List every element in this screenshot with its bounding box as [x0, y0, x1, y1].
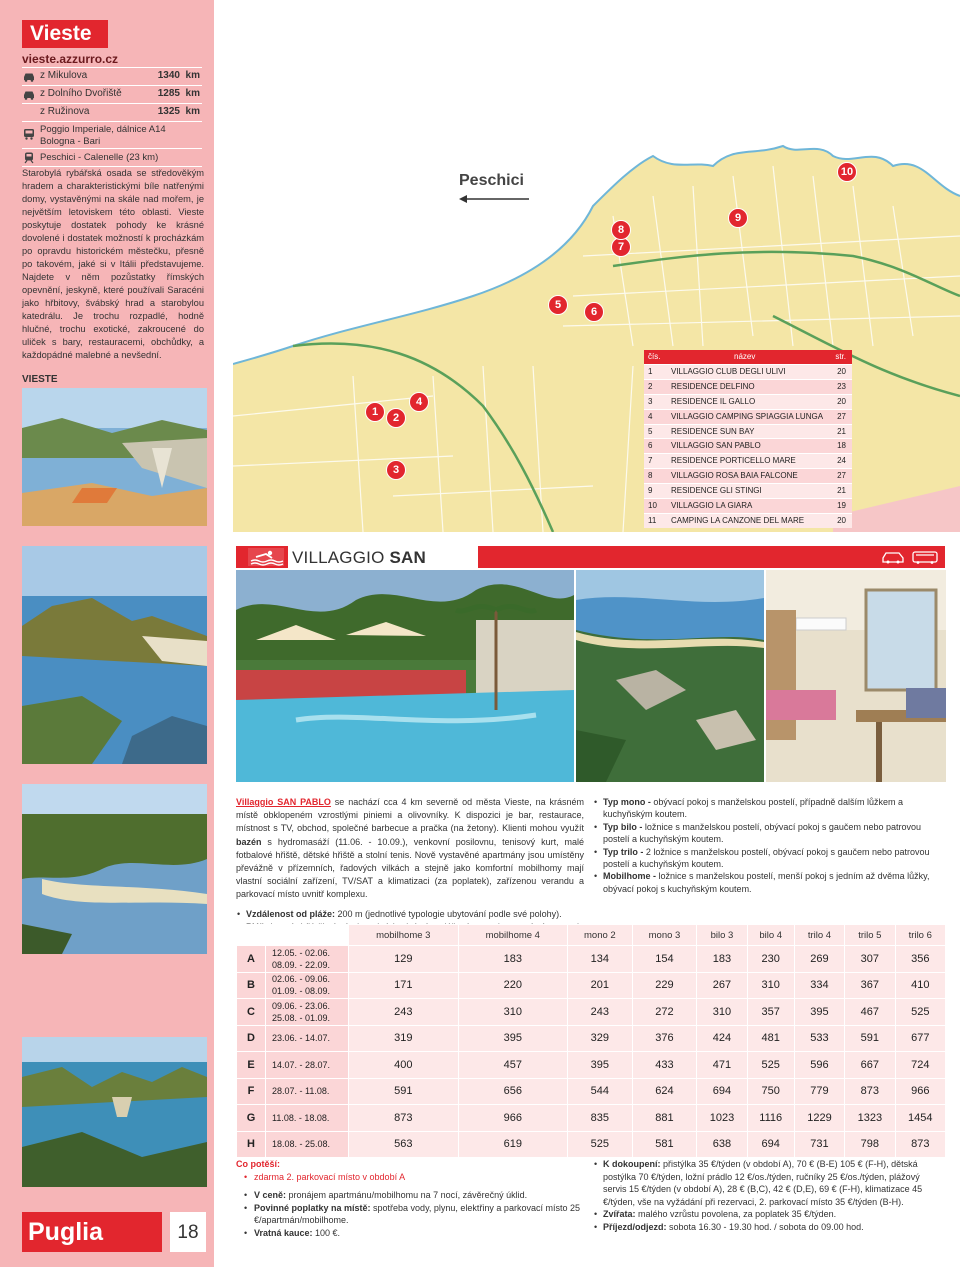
legend-col-num: čís. — [648, 352, 661, 361]
price-cell: 376 — [632, 1025, 697, 1052]
price-cell: 1323 — [845, 1105, 895, 1132]
type-text: 2 ložnice s manželskou postelí, obývací pokoj s gaučem nebo patrovou postelí a kuchyňským koutem. — [603, 846, 930, 870]
legend-name: RESIDENCE DELFINO — [671, 381, 755, 391]
price-cell: 329 — [568, 1025, 633, 1052]
pool-photo — [236, 570, 574, 782]
price-cell: 229 — [632, 972, 697, 999]
price-cell: 171 — [349, 972, 459, 999]
price-includes — [254, 1189, 586, 1202]
aerial-beach-photo — [576, 570, 764, 782]
map-marker-7[interactable]: 7 — [611, 237, 631, 257]
season-label: C — [237, 999, 266, 1026]
price-cell: 310 — [697, 999, 747, 1026]
legend-row — [644, 453, 852, 468]
footer-left — [236, 1158, 586, 1239]
price-cell: 638 — [697, 1131, 747, 1158]
route-distance: 1340 — [157, 70, 180, 81]
season-label: F — [237, 1078, 266, 1105]
route-unit: km — [185, 70, 200, 81]
bonus-title: Co potěší: — [236, 1159, 280, 1169]
price-cell: 525 — [895, 999, 945, 1026]
price-cell: 220 — [458, 972, 568, 999]
map-legend-table — [644, 350, 852, 528]
deposit-text: 100 €. — [312, 1227, 341, 1238]
legend-page: 18 — [837, 441, 846, 451]
legend-num: 8 — [648, 471, 653, 481]
swimming-pool-icon — [248, 548, 284, 566]
region-name: Puglia — [28, 1218, 104, 1246]
map-marker-10[interactable]: 10 — [837, 162, 857, 182]
map-marker-5[interactable]: 5 — [548, 295, 568, 315]
price-cell: 356 — [895, 946, 945, 973]
price-cell: 533 — [794, 1025, 844, 1052]
price-cell: 481 — [747, 1025, 794, 1052]
peninsula-photo — [22, 546, 207, 764]
season-dates — [266, 972, 349, 999]
season-dates — [266, 1105, 349, 1132]
column-header: trilo 4 — [794, 925, 844, 946]
price-includes-text: pronájem apartmánu/mobilhomu na 7 nocí, závěrečný úklid. — [286, 1190, 528, 1200]
route-list — [22, 67, 202, 167]
checkin-label: Příjezd/odjezd: — [603, 1221, 667, 1232]
price-includes-label: V ceně: — [254, 1190, 287, 1200]
legend-row — [644, 468, 852, 483]
season-dates — [266, 1025, 349, 1052]
season-dates — [266, 1078, 349, 1105]
legend-num: 5 — [648, 426, 653, 436]
type-label: Typ mono - — [603, 797, 651, 807]
bay-photo — [22, 784, 207, 954]
legend-page: 20 — [837, 396, 846, 406]
map-marker-8[interactable]: 8 — [611, 220, 631, 240]
price-cell: 433 — [632, 1052, 697, 1079]
legend-row — [644, 394, 852, 409]
legend-name: RESIDENCE GLI STINGI — [671, 486, 762, 496]
price-cell: 1229 — [794, 1105, 844, 1132]
route-row-bus — [22, 121, 202, 148]
legend-page: 27 — [837, 471, 846, 481]
price-cell: 881 — [632, 1105, 697, 1132]
beach-distance-item — [246, 908, 584, 921]
destination-description: Starobylá rybářská osada se středověkým hradem a charakteristickými bíle natřenými domy, vystavěnými na skále nad mořem, je největším letoviskem této oblasti. Vieste poskytuje dostatek pohody ke krásné dovolené i dostatek možností k procházkám po opravdu historickém městečku, přesně po takovém, jaké si v Itálii představujeme. Najdete v něm pozůstatky římských opevnění, jeskyně, které používali Saracéni jako hřbitovy, švábský hrad a starobylou katedrálu. Je trochu rozpadlé, hodně hlučné, trochu exotické, zakroucené do uliček s bary, restauracemi, obchůdky, a každopádné malebné a nevšední. — [22, 168, 204, 360]
region-box — [22, 1212, 162, 1252]
deposit-label: Vratná kauce: — [254, 1227, 313, 1238]
legend-row — [644, 409, 852, 424]
price-cell: 457 — [458, 1052, 568, 1079]
price-row-H — [237, 1131, 946, 1158]
price-cell: 471 — [697, 1052, 747, 1079]
legend-name: VILLAGGIO SAN PABLO — [671, 441, 761, 451]
legend-page: 19 — [837, 501, 846, 511]
legend-num: 3 — [648, 396, 653, 406]
price-row-E — [237, 1052, 946, 1079]
property-name-box — [288, 546, 478, 568]
price-cell: 424 — [697, 1025, 747, 1052]
legend-row — [644, 483, 852, 498]
price-cell: 1116 — [747, 1105, 794, 1132]
deposit — [254, 1227, 586, 1240]
price-cell: 966 — [458, 1105, 568, 1132]
legend-page: 20 — [837, 515, 846, 525]
column-header: mobilhome 3 — [349, 925, 459, 946]
description-part1: se nachází cca 4 km severně od města Vieste, na krásném místě obklopeném vzrostlými piniemi a olivovníky. K dispozici je bar, restaurace, místnost s TV, obchod, společné barbecue a pračka (na žetony). Klienti mohou využít — [236, 797, 584, 834]
type-label: Typ trilo - — [603, 846, 644, 857]
map-marker-2[interactable]: 2 — [386, 408, 406, 428]
type-mobilhome — [603, 870, 943, 895]
price-cell: 694 — [747, 1131, 794, 1158]
season-dates — [266, 1131, 349, 1158]
extras-text: přistýlka 35 €/týden (v období A), 70 € (B-E) 105 € (F-H), dětská postýlka 70 €/týden, ložní prádlo 12 €/os./týden, ručníky 25 €/os./týden, plážový servis 15 €/týden (v období A), 28 € (B,C), 42 € (D,E), 69 € (F-H), klimatizace 45 €/týden, vše na vyžádání při rezervaci, 2. parkovací místo 35 €/týden (B-H). — [603, 1159, 923, 1207]
property-link[interactable]: Villaggio SAN PABLO — [236, 797, 331, 807]
type-bilo — [603, 821, 943, 846]
legend-col-name: název — [734, 352, 756, 361]
legend-num: 6 — [648, 441, 653, 451]
mobilhome-interior-photo — [766, 570, 946, 782]
price-cell: 395 — [794, 999, 844, 1026]
extras-label: K dokoupení: — [603, 1159, 661, 1169]
price-cell: 563 — [349, 1131, 459, 1158]
train-route-text: Peschici - Calenelle (23 km) — [40, 152, 159, 163]
price-cell: 230 — [747, 946, 794, 973]
season-dates — [266, 946, 349, 973]
price-table-header — [237, 925, 946, 946]
price-cell: 201 — [568, 972, 633, 999]
legend-name: VILLAGGIO LA GIARA — [671, 501, 753, 511]
season-label: A — [237, 946, 266, 973]
type-label: Typ bilo - — [603, 821, 643, 832]
price-cell: 319 — [349, 1025, 459, 1052]
map-marker-1[interactable]: 1 — [365, 402, 385, 422]
price-cell: 307 — [845, 946, 895, 973]
property-name-prefix: VILLAGGIO — [292, 548, 385, 567]
season-date-range: 28.07. - 11.08. — [272, 1086, 330, 1097]
page-number: 18 — [177, 1222, 199, 1243]
price-cell: 129 — [349, 946, 459, 973]
legend-row — [644, 513, 852, 528]
price-cell: 798 — [845, 1131, 895, 1158]
pets-label: Zvířata: — [603, 1209, 636, 1219]
price-cell: 154 — [632, 946, 697, 973]
season-date-range: 02.06. - 09.06. — [272, 974, 331, 985]
legend-name: VILLAGGIO ROSA BAIA FALCONE — [671, 471, 798, 481]
property-name-bold: SAN — [389, 548, 426, 567]
price-cell: 779 — [794, 1078, 844, 1105]
price-row-A — [237, 946, 946, 973]
legend-page: 27 — [837, 411, 846, 421]
legend-name: RESIDENCE IL GALLO — [671, 396, 756, 406]
price-cell: 1023 — [697, 1105, 747, 1132]
bus-icon — [22, 128, 36, 140]
pets-text: malého vzrůstu povolena, za poplatek 35 €/týden. — [635, 1209, 837, 1219]
legend-header — [644, 350, 852, 364]
type-mono — [603, 796, 943, 821]
legend-row — [644, 498, 852, 513]
legend-num: 4 — [648, 411, 653, 421]
price-cell: 334 — [794, 972, 844, 999]
vieste-coast-photo — [22, 388, 207, 526]
legend-col-page: str. — [835, 352, 846, 361]
price-row-G — [237, 1105, 946, 1132]
route-row-train — [22, 148, 202, 167]
season-date-range: 23.06. - 14.07. — [272, 1033, 331, 1044]
destination-title: Vieste — [30, 22, 92, 45]
photos-label: VIESTE — [22, 374, 58, 385]
price-cell: 267 — [697, 972, 747, 999]
car-bus-icons — [881, 550, 939, 564]
price-cell: 873 — [845, 1078, 895, 1105]
type-trilo — [603, 846, 943, 871]
route-distance: 1325 — [157, 106, 180, 117]
season-date-range: 18.08. - 25.08. — [272, 1139, 331, 1150]
price-cell: 272 — [632, 999, 697, 1026]
legend-num: 7 — [648, 456, 653, 466]
season-date-range: 12.05. - 02.06. — [272, 947, 331, 958]
column-header: mobilhome 4 — [458, 925, 568, 946]
column-header: mono 3 — [632, 925, 697, 946]
checkin — [603, 1221, 945, 1234]
price-row-D — [237, 1025, 946, 1052]
property-header-bar — [236, 546, 945, 568]
price-cell: 395 — [458, 1025, 568, 1052]
map-town-label: Peschici — [459, 172, 524, 189]
price-cell: 367 — [845, 972, 895, 999]
season-label: D — [237, 1025, 266, 1052]
price-cell: 619 — [458, 1131, 568, 1158]
bus-route-text: Poggio Imperiale, dálnice A14 Bologna - Bari — [40, 124, 166, 147]
season-dates — [266, 1052, 349, 1079]
conditions-list — [236, 1189, 586, 1239]
car-icon — [22, 89, 36, 100]
bonus-item: • zdarma 2. parkovací místo v období A — [254, 1171, 586, 1184]
price-cell: 467 — [845, 999, 895, 1026]
description-part2: s hydromasáží (11.06. - 10.09.), venkovní posilovnu, tenisový kurt, malé fotbalové hřiště, dětské hřiště a stolní tenis. Nově vystavěné apartmány jsou umístěny převážně v přízemních, řadových vilkách a stejně jako komfortní mobilhomy mají vlastní sociální zařízení, TV/SAT a klimatizaci (za poplatek), zařízenou verandu a parkovací místo uvnitř komplexu. — [236, 836, 584, 900]
season-label: E — [237, 1052, 266, 1079]
price-cell: 357 — [747, 999, 794, 1026]
price-table-body — [237, 946, 946, 1158]
season-date-range: 14.07. - 28.07. — [272, 1059, 331, 1070]
page-number-box — [170, 1212, 206, 1252]
legend-name: RESIDENCE SUN BAY — [671, 426, 755, 436]
price-cell: 591 — [349, 1078, 459, 1105]
area-map — [233, 16, 960, 532]
legend-page: 24 — [837, 456, 846, 466]
price-cell: 835 — [568, 1105, 633, 1132]
checkin-text: sobota 16.30 - 19.30 hod. / sobota do 09.00 hod. — [666, 1221, 864, 1232]
accommodation-types — [593, 796, 943, 895]
price-cell: 581 — [632, 1131, 697, 1158]
column-header: trilo 5 — [845, 925, 895, 946]
legend-name: VILLAGGIO CAMPING SPIAGGIA LUNGA — [671, 411, 824, 421]
price-cell: 873 — [349, 1105, 459, 1132]
price-cell: 731 — [794, 1131, 844, 1158]
price-cell: 591 — [845, 1025, 895, 1052]
price-cell: 310 — [747, 972, 794, 999]
route-origin: z Dolního Dvořiště — [40, 88, 122, 99]
type-text: ložnice s manželskou postelí, menší pokoj s jedním až dvěma lůžky, obývací pokoj s kuchyňským koutem. — [603, 871, 930, 894]
route-origin: z Mikulova — [40, 70, 88, 81]
price-cell: 694 — [697, 1078, 747, 1105]
arrow-left-icon — [459, 194, 529, 204]
map-marker-9[interactable]: 9 — [728, 208, 748, 228]
legend-name: VILLAGGIO CLUB DEGLI ULIVI — [671, 367, 786, 376]
type-text: ložnice s manželskou postelí, obývací pokoj s gaučem nebo patrovou postelí a kuchyňským koutem. — [603, 821, 921, 845]
route-unit: km — [185, 88, 200, 99]
type-label: Mobilhome - — [603, 871, 656, 882]
legend-num: 10 — [648, 501, 657, 511]
lagoon-photo — [22, 1037, 207, 1187]
route-row-dolni-dvoriste — [22, 85, 202, 103]
season-date-range: 11.08. - 18.08. — [272, 1112, 330, 1123]
legend-rows — [644, 364, 852, 528]
website-link[interactable]: vieste.azzurro.cz — [22, 52, 119, 66]
price-cell: 395 — [568, 1052, 633, 1079]
column-header: trilo 6 — [895, 925, 945, 946]
legend-row — [644, 364, 852, 379]
sidebar — [0, 0, 214, 1267]
price-cell: 656 — [458, 1078, 568, 1105]
pets — [603, 1208, 945, 1221]
price-cell: 966 — [895, 1078, 945, 1105]
price-cell: 243 — [568, 999, 633, 1026]
season-label: G — [237, 1105, 266, 1132]
legend-page: 23 — [837, 381, 846, 391]
route-unit: km — [185, 106, 200, 117]
legend-page: 20 — [837, 367, 846, 376]
season-date-range: 25.08. - 01.09. — [272, 1012, 331, 1023]
price-cell: 243 — [349, 999, 459, 1026]
season-date-range: 09.06. - 23.06. — [272, 1000, 331, 1011]
legend-row — [644, 438, 852, 453]
legend-num: 2 — [648, 381, 653, 391]
route-row-ruzinov — [22, 103, 202, 121]
legend-name: CAMPING LA CANZONE DEL MARE — [671, 515, 805, 525]
price-cell: 1454 — [895, 1105, 945, 1132]
price-cell: 183 — [458, 946, 568, 973]
column-header: bilo 4 — [747, 925, 794, 946]
price-cell: 400 — [349, 1052, 459, 1079]
price-cell: 310 — [458, 999, 568, 1026]
season-label: H — [237, 1131, 266, 1158]
price-cell: 596 — [794, 1052, 844, 1079]
beach-distance-text: 200 m (jednotlivé typologie ubytování podle své polohy). — [335, 908, 562, 919]
price-cell: 525 — [568, 1131, 633, 1158]
price-cell: 873 — [895, 1131, 945, 1158]
car-icon — [22, 71, 36, 82]
price-cell: 269 — [794, 946, 844, 973]
route-origin: z Ružinova — [40, 106, 90, 117]
map-marker-4[interactable]: 4 — [409, 392, 429, 412]
price-row-F — [237, 1078, 946, 1105]
column-header: bilo 3 — [697, 925, 747, 946]
price-cell: 183 — [697, 946, 747, 973]
legend-num: 11 — [648, 515, 657, 525]
map-marker-3[interactable]: 3 — [386, 460, 406, 480]
mandatory-fees-text: spotřeba vody, plynu, elektřiny a parkovací místo 25 €/apartmán/mobilhome. — [254, 1202, 580, 1225]
price-row-C — [237, 999, 946, 1026]
legend-page: 21 — [837, 486, 846, 496]
price-cell: 410 — [895, 972, 945, 999]
price-cell: 624 — [632, 1078, 697, 1105]
price-cell: 525 — [747, 1052, 794, 1079]
price-cell: 750 — [747, 1078, 794, 1105]
route-distance: 1285 — [157, 88, 180, 99]
price-cell: 724 — [895, 1052, 945, 1079]
legend-name: RESIDENCE PORTICELLO MARE — [671, 456, 796, 466]
season-date-range: 08.09. - 22.09. — [272, 959, 331, 970]
extras — [603, 1158, 945, 1208]
legend-num: 1 — [648, 367, 653, 376]
season-date-range: 01.09. - 08.09. — [272, 986, 331, 997]
mandatory-fees — [254, 1202, 586, 1227]
column-header: mono 2 — [568, 925, 633, 946]
season-label: B — [237, 972, 266, 999]
price-cell: 667 — [845, 1052, 895, 1079]
legend-row — [644, 379, 852, 394]
footer-right — [593, 1158, 945, 1233]
legend-num: 9 — [648, 486, 653, 496]
extras-list — [593, 1158, 945, 1233]
price-cell: 134 — [568, 946, 633, 973]
beach-distance-label: Vzdálenost od pláže: — [246, 908, 336, 919]
price-table — [236, 924, 946, 1158]
description-bold-pool: bazén — [236, 836, 262, 847]
season-dates — [266, 999, 349, 1026]
type-text: obývací pokoj s manželskou postelí, případně dalším lůžkem a kuchyňským koutem. — [603, 797, 903, 820]
legend-page: 21 — [837, 426, 846, 436]
destination-title-box — [22, 20, 108, 48]
price-cell: 544 — [568, 1078, 633, 1105]
price-cell: 677 — [895, 1025, 945, 1052]
price-row-B — [237, 972, 946, 999]
train-icon — [22, 152, 36, 164]
mandatory-fees-label: Povinné poplatky na místě: — [254, 1202, 371, 1213]
legend-row — [644, 424, 852, 439]
route-row-mikulov — [22, 67, 202, 85]
bonus-list — [236, 1171, 586, 1184]
map-marker-6[interactable]: 6 — [584, 302, 604, 322]
